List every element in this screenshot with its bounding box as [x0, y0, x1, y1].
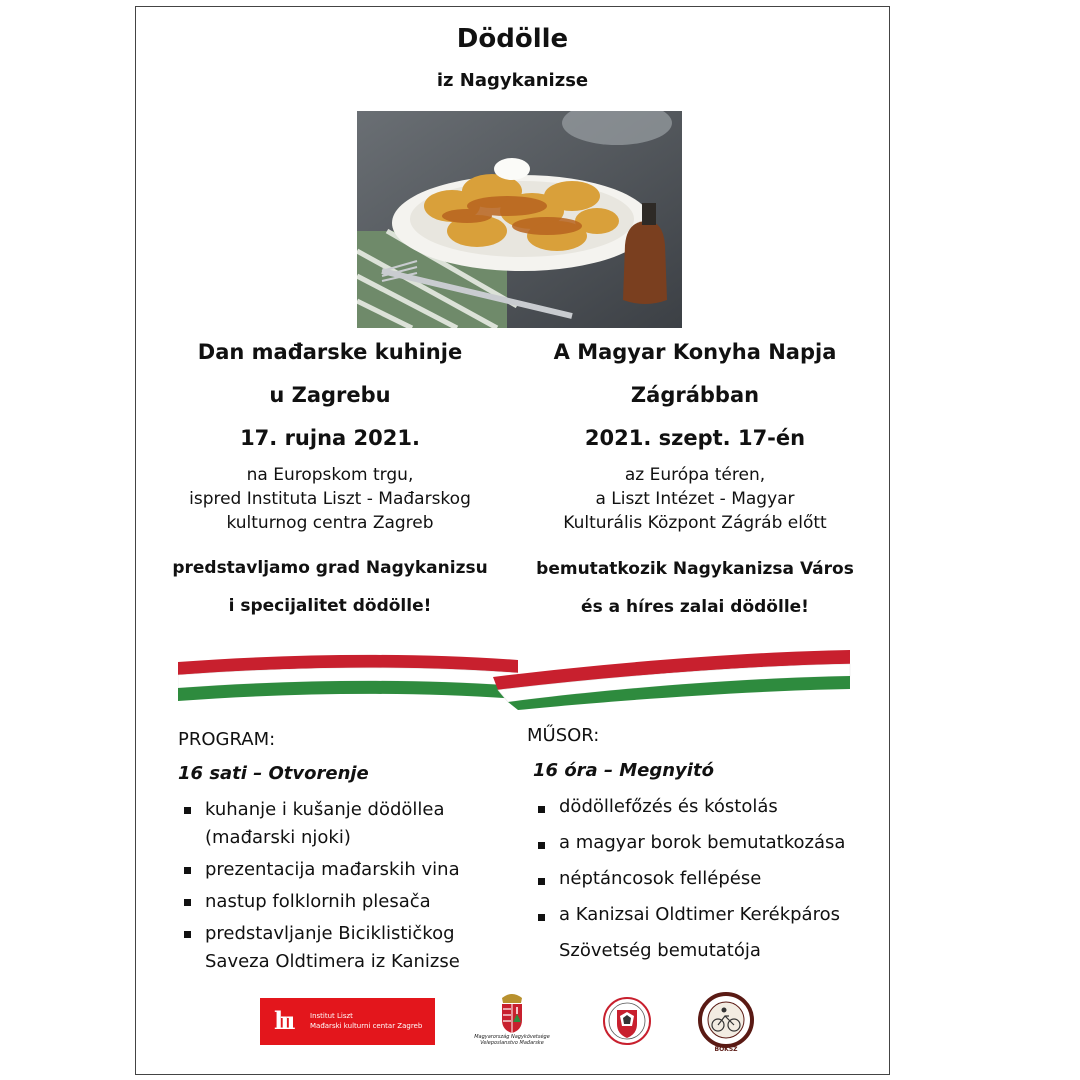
hungarian-program-list	[532, 795, 877, 975]
flag-ribbon	[178, 640, 853, 710]
bicycle-club-label: BOKSZ	[714, 1046, 738, 1053]
croatian-opening: 16 sati – Otvorenje	[178, 763, 369, 784]
liszt-logo-mark: lıı	[274, 1006, 293, 1035]
croatian-location-line-2: ispred Instituta Liszt - Mađarskog	[189, 489, 471, 509]
list-item	[532, 867, 877, 891]
list-item-text: predstavljanje Biciklističkog	[205, 923, 455, 944]
liszt-logo-line-1: Institut Liszt	[310, 1012, 353, 1020]
list-item	[532, 831, 877, 855]
croatian-heading	[155, 331, 505, 460]
hungarian-location-line-2: a Liszt Intézet - Magyar	[595, 489, 795, 509]
list-item-continuation: Szövetség bemutatója	[559, 940, 761, 961]
croatian-intro-line-2: i specijalitet dödölle!	[228, 596, 432, 616]
list-item	[178, 920, 498, 976]
embassy-caption-line-2: Veleposlanstvo Mađarske	[480, 1040, 544, 1046]
hungarian-intro	[520, 550, 870, 626]
list-item-text: nastup folklornih plesača	[205, 891, 431, 912]
hungarian-heading	[520, 331, 870, 460]
list-item-text: a magyar borok bemutatkozása	[559, 832, 846, 853]
list-item-text: néptáncosok fellépése	[559, 868, 762, 889]
hungarian-intro-line-2: és a híres zalai dödölle!	[581, 597, 809, 617]
list-item-continuation: Saveza Oldtimera iz Kanizse	[205, 951, 460, 972]
poster-title: Dödölle	[456, 24, 569, 54]
croatian-program-label: PROGRAM:	[178, 729, 276, 750]
hungarian-location	[520, 463, 870, 535]
list-item	[178, 856, 498, 884]
croatian-intro-line-1: predstavljamo grad Nagykanizsu	[172, 558, 488, 578]
croatian-heading-date: 17. rujna 2021.	[240, 426, 420, 450]
list-item-text: kuhanje i kušanje dödöllea	[205, 799, 445, 820]
nagykanizsa-crest-icon	[602, 996, 652, 1046]
list-item-text: a Kanizsai Oldtimer Kerékpáros	[559, 904, 840, 925]
liszt-logo-line-2: Mađarski kulturni centar Zagreb	[310, 1022, 423, 1030]
hungarian-location-line-1: az Európa téren,	[624, 465, 766, 485]
list-item	[178, 796, 498, 852]
croatian-intro	[155, 549, 505, 625]
croatian-location-line-1: na Europskom trgu,	[246, 465, 414, 485]
croatian-location	[155, 463, 505, 535]
list-item	[532, 795, 877, 819]
bicycle-club-logo-icon	[698, 992, 754, 1048]
hungarian-location-line-3: Kulturális Központ Zágráb előtt	[563, 513, 827, 533]
hungarian-opening: 16 óra – Megnyitó	[533, 760, 714, 781]
embassy-caption	[462, 1034, 562, 1046]
hungarian-coat-of-arms-icon	[498, 992, 526, 1034]
hungarian-heading-date: 2021. szept. 17-én	[584, 426, 806, 450]
list-item-text: dödöllefőzés és kóstolás	[559, 796, 778, 817]
poster-subtitle: iz Nagykanizse	[436, 70, 589, 91]
croatian-heading-line-2: u Zagrebu	[269, 383, 391, 407]
croatian-location-line-3: kulturnog centra Zagreb	[226, 513, 434, 533]
dodolle-photo	[357, 111, 682, 328]
list-item-text: prezentacija mađarskih vina	[205, 859, 460, 880]
croatian-program-list	[178, 796, 498, 980]
hungarian-intro-line-1: bemutatkozik Nagykanizsa Város	[536, 559, 854, 579]
liszt-institute-logo	[260, 998, 435, 1045]
list-item	[178, 888, 498, 916]
list-item	[532, 903, 877, 963]
hungarian-heading-line-2: Zágrábban	[630, 383, 760, 407]
list-item-continuation: (mađarski njoki)	[205, 827, 351, 848]
hungarian-heading-line-1: A Magyar Konyha Napja	[553, 340, 837, 364]
hungarian-program-label: MŰSOR:	[527, 725, 600, 746]
embassy-caption-line-1: Magyarország Nagykövetsége	[474, 1034, 550, 1040]
croatian-heading-line-1: Dan mađarske kuhinje	[197, 340, 463, 364]
